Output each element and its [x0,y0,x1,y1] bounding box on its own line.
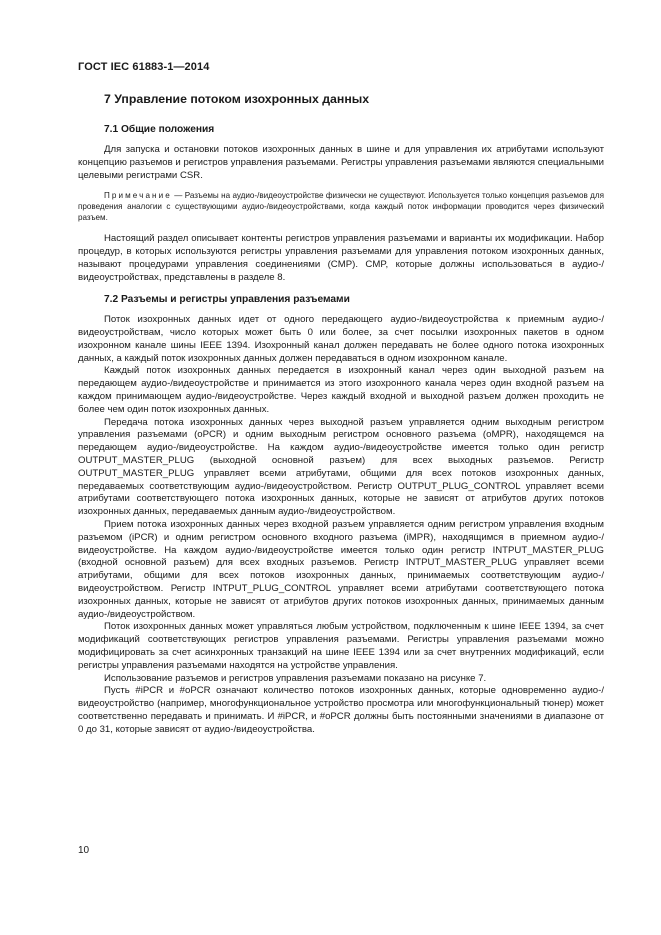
paragraph: Поток изохронных данных идет от одного передающего аудио-/видеоустройства к приемным аудио-/видеоустройствам, число которых может быть 0 или более, за счет посылки изохронных пакетов в одном изохронном канале шины IEEE 1394. Изохронный канал должен передавать не более одного потока изохронных данных, а каждый поток изохронных данных должен передаваться в одном изохронном канале. [78,314,604,364]
paragraph: Прием потока изохронных данных через входной разъем управляется одним регистром управления входным разъемом (iPCR) и одним регистром основного входного разъема (iMPR), находящимся в приемном аудио-/видеоустройстве. На каждом аудио-/видеоустройстве имеется только один регистр INTPUT_MASTER_PLUG (входной основной разъем) для всех входных разъемов. Регистр INTPUT_MASTER_PLUG управляет всеми атрибутами, общими для всех потоков изохронных данных, принимаемых соответствующим аудио-/видеоустройством. Регистр INTPUT_PLUG_CONTROL управляет всеми атрибутами соответствующего потока изохронных данных, которые не зависят от атрибутов других потоков изохронных данных, принимаемых данным аудио-/видеоустройством. [78,519,604,620]
paragraph: Передача потока изохронных данных через выходной разъем управляется одним выходным регистром управления разъемами (oPCR) и одним выходным регистром основного разъема (oMPR), находящемся на передающем аудио-/видеоустройстве. На каждом аудио-/видеоустройстве имеется только один регистр OUTPUT_MASTER_PLUG (выходной основной разъем) для всех выходных разъемов. Регистр OUTPUT_MASTER_PLUG управляет всеми атрибутами, общими для всех потоков изохронных данных, передаваемых соответствующим аудио-/видеоустройством. Регистр OUTPUT_PLUG_CONTROL управляет всеми атрибутами соответствующего потока изохронных данных, которые не зависят от атрибутов других потоков изохронных данных, передаваемых данным аудио-/видеоустройством. [78,416,604,518]
note-label: Примечание [104,191,172,201]
paragraph: Использование разъемов и регистров управления разъемами показано на рисунке 7. [104,672,487,684]
paragraph: Пусть #iPCR и #oPCR означают количество потоков изохронных данных, которые одновременно аудио-/видеоустройство (например, многофункциональное устройство просмотра или многофункциональный тюнер) может соответственно передавать и принимать. И #iPCR, и #oPCR должны быть постоянными значениями в диапазоне от 0 до 31, которые зависят от аудио-/видеоустройства. [78,685,604,735]
standard-header: ГОСТ IEC 61883-1—2014 [78,61,210,73]
section-7-1-heading: 7.1 Общие положения [104,124,215,135]
page-number: 10 [78,845,90,856]
paragraph: Для запуска и остановки потоков изохронных данных в шине и для управления их атрибутами используют концепцию разъемов и регистров управления разъемами. Регистры управления разъемами являются специальными целевыми регистрами CSR. [78,144,604,181]
page-content [78,91,604,737]
paragraph: Настоящий раздел описывает контенты регистров управления разъемами и варианты их модификации. Набор процедур, в которых используются регистры управления разъемами для управления потоком изохронных данных, называют процедурами управления соединениями (CMP). CMP, которые должны использоваться в аудио-/видеоустройствах, представлены в разделе 8. [78,233,604,283]
section-7-2-heading: 7.2 Разъемы и регистры управления разъемами [104,294,350,306]
section-7-heading: 7 Управление потоком изохронных данных [104,92,370,106]
note-text: — Разъемы на аудио-/видеоустройстве физически не существуют. Используется только концепция разъемов для проведения аналогии с существующими аудио-/видеоустройствами, когда каждый поток информации проводится через физический разъем. [78,191,604,223]
note [78,191,604,224]
paragraph: Каждый поток изохронных данных передается в изохронный канал через один выходной разъем на передающем аудио-/видеоустройстве и принимается из этого изохронного канала через один входной разъем на каждом принимающем аудио-/видеоустройстве. Через каждый входной и выходной разъем должен проходить не более чем один поток изохронных данных. [78,365,604,415]
paragraph: Поток изохронных данных может управляться любым устройством, подключенным к шине IEEE 1394, за счет модификаций соответствующих регистров управления разъемами. Регистры управления разъемами можно модифицировать за счет асинхронных транзакций на шине IEEE 1394 или за счет внутренних модификаций, если регистры управления разъемами находятся на устройстве управления. [78,621,604,671]
